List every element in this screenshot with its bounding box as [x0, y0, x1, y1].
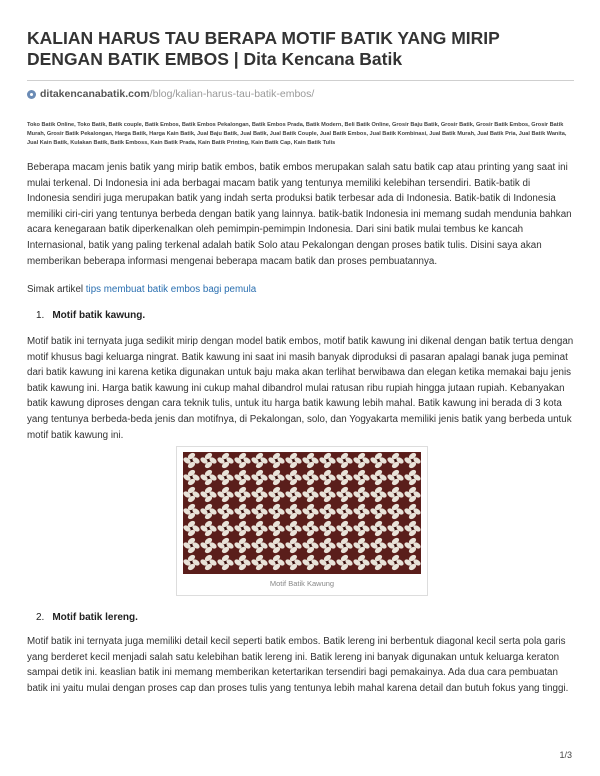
- article-title: KALIAN HARUS TAU BERAPA MOTIF BATIK YANG MIRIP DENGAN BATIK EMBOS | Dita Kencana Batik: [27, 28, 500, 69]
- source-path[interactable]: /blog/kalian-harus-tau-batik-embos/: [149, 88, 315, 100]
- source-url[interactable]: [27, 88, 314, 100]
- image-caption: Motif Batik Kawung: [269, 579, 335, 588]
- item-paragraph: Motif batik ini ternyata juga memiliki detail kecil seperti batik embos. Batik lereng ini berbentuk diagonal kecil serta pola garis yang berderet kecil menjadi salah satu kelebihan batik lereng ini. Batik lereng ini banyak digunakan untuk keluarga keraton sampai detik ini. keaslian batik ini memang memberikan ketertarikan tersendiri bagi pemakainya. Ada dua cara pembuatan batik ini yaitu mulai dengan proses cap dan proses tulis yang tentunya lebih mahal karena detail dan butuh fokus yang tinggi.: [27, 636, 569, 694]
- batik-kawung-image: [183, 452, 421, 574]
- list-number: 1.: [36, 310, 45, 321]
- title-divider: [27, 80, 574, 81]
- tag-list: Toko Batik Online, Toko Batik, Batik couple, Batik Embos, Batik Embos Pekalongan, Batik Embos Prada, Batik Modern, Beli Batik Online, Grosir Baju Batik, Grosir Batik, Grosir Batik Embos, Grosir Batik Murah, Grosir Batik Pekalongan, Harga Batik, Harga Kain Batik, Jual Baju Batik, Jual Batik, Jual Batik Couple, Jual Batik Embos, Jual Batik Kombinasi, Jual Batik Murah, Jual Batik Pria, Jual Batik Wanita, Jual Kain Batik, Kulakan Batik, Batik Emboss, Kain Batik Prada, Kain Batik Printing, Kain Batik Cap, Kain Batik Tulis: [27, 122, 567, 146]
- simak-link[interactable]: tips membuat batik embos bagi pemula: [85, 284, 257, 295]
- page-number: 1/3: [559, 750, 572, 760]
- simak-line: [27, 282, 575, 298]
- list-item-heading: [36, 310, 145, 321]
- list-heading-text: Motif batik kawung.: [52, 310, 146, 321]
- list-number: 2.: [36, 612, 45, 623]
- source-domain[interactable]: ditakencanabatik.com: [40, 88, 150, 100]
- item-paragraph: Motif batik ini ternyata juga sedikit mirip dengan model batik embos, motif batik kawung ini dikenal dengan batik tertua dengan motif khusus bagi keluarga ningrat. Batik kawung ini saat ini masih banyak diproduksi di pasaran apalagi banak juga peminat dari batik kawung ini karena ketika digunakan untuk baju maka akan terlihat berwibawa dan elegan ketika memakai baju jenis batik kawung ini. Harga batik kawung ini cukup mahal dibandrol mulai ratusan ribu rupiah hingga jutaan rupiah. Kebanyakan batik kawung diproses dengan cara teknik tulis, untuk itu harga batik kawung lebih mahal. Batik kawung ini berada di 3 kota yang tentunya berbeda-beda jenis dan motifnya, di Pekalongan, solo, dan Yogyakarta memiliki jenis batik yang berbeda untuk motif batik kawung ini.: [27, 336, 574, 441]
- list-item-heading: [36, 612, 138, 623]
- list-heading-text: Motif batik lereng.: [52, 612, 138, 623]
- globe-icon: [27, 90, 36, 99]
- simak-prefix: Simak artikel: [27, 284, 86, 295]
- intro-paragraph: Beberapa macam jenis batik yang mirip batik embos, batik embos merupakan salah satu batik cap atau printing yang saat ini mulai terkenal. Di Indonesia ini ada berbagai macam batik yang tentunya memiliki kelebihan tersendiri. Batik-batik di Indonesia sendiri juga merupakan batik yang indah serta produksi batik terbesar ada di Indonesia. Batik-batik di Indonesia memiliki ciri-ciri yang tentunya berbeda dengan batik yang lainnya. batik-batik Indonesia ini memang sudah mendunia bahkan acara kenegaraan batik diperkenalkan oleh pemimpin-pemimpin Indonesia. Dari sini batik mulai tembus ke kancah Internasional, batik yang paling terkenal adalah batik Solo atau Pekalongan dengan proses batik tulis. Disini saya akan memberikan beberapa informasi mengenai beberapa macam batik dan proses pembuatannya.: [27, 162, 572, 267]
- batik-image-figure: [176, 446, 428, 596]
